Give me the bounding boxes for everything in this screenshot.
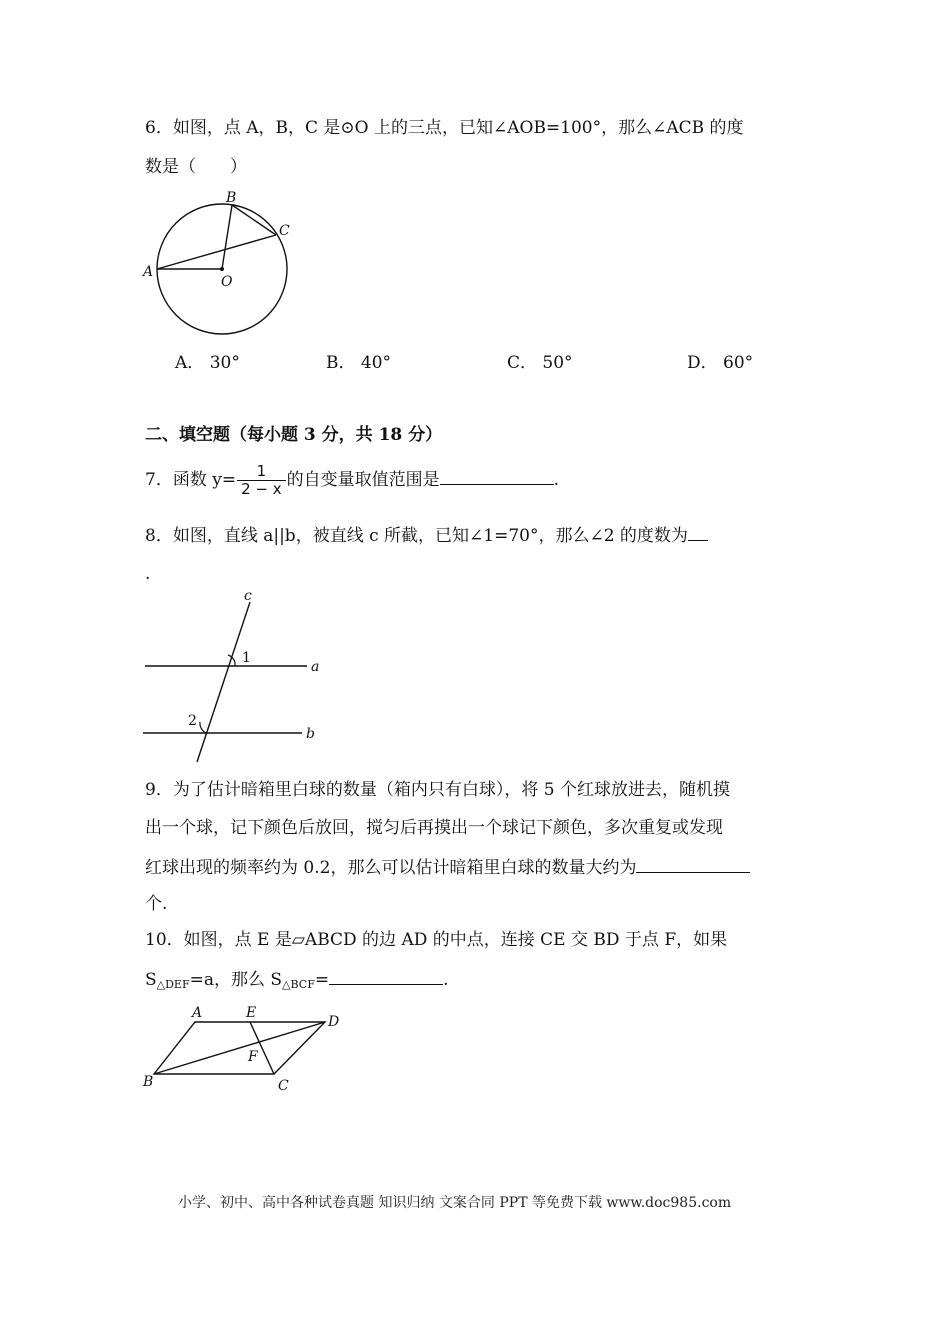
label-d: D bbox=[328, 1014, 340, 1030]
label-e: E bbox=[246, 1005, 257, 1021]
q6-option-a[interactable] bbox=[175, 351, 240, 375]
q7-end: . bbox=[553, 470, 560, 490]
q9-answer-blank[interactable] bbox=[636, 854, 750, 873]
option-value: 50° bbox=[542, 353, 573, 373]
q10-line2 bbox=[145, 966, 449, 997]
footer-text: 小学、初中、高中各种试卷真题 知识归纳 文案合同 PPT 等免费下载 www.doc985.com bbox=[178, 1195, 732, 1211]
label-a: A bbox=[192, 1005, 203, 1021]
q6-line2: 数是（ ） bbox=[145, 157, 247, 177]
label-f: F bbox=[248, 1049, 258, 1065]
triangle-bcf-subscript: △BCF bbox=[282, 978, 315, 991]
option-letter: D． bbox=[687, 353, 718, 373]
segment-ob bbox=[222, 205, 232, 269]
q6-circle-figure bbox=[140, 188, 300, 340]
q6-line1: 6．如图，点 A，B，C 是⊙O 上的三点，已知∠AOB=100°，那么∠ACB 的度 bbox=[145, 118, 744, 138]
option-value: 40° bbox=[360, 353, 392, 373]
segment-bc bbox=[232, 205, 276, 235]
label-c: C bbox=[278, 1078, 289, 1094]
center-point-o bbox=[220, 267, 224, 271]
q7 bbox=[145, 460, 559, 500]
q10-parallelogram-figure bbox=[140, 1000, 350, 1100]
q9-text: 红球出现的频率约为 0.2，那么可以估计暗箱里白球的数量大约为 bbox=[145, 858, 637, 878]
q10-line1: 10．如图，点 E 是▱ABCD 的边 AD 的中点，连接 CE 交 BD 于点 F，如果 bbox=[145, 930, 728, 950]
line-c bbox=[197, 602, 250, 762]
label-b: B bbox=[226, 190, 237, 206]
q10-end: . bbox=[443, 970, 449, 990]
q10-answer-blank[interactable] bbox=[329, 966, 443, 985]
q7-suffix: 的自变量取值范围是 bbox=[286, 470, 440, 490]
q8-answer-blank[interactable] bbox=[688, 522, 708, 541]
q8-line2: . bbox=[145, 564, 151, 584]
q8-line1 bbox=[145, 522, 708, 548]
option-letter: B． bbox=[326, 353, 356, 373]
angle-2-arc bbox=[200, 722, 206, 733]
label-angle-1: 1 bbox=[242, 650, 251, 666]
q7-prefix: 7．函数 y= bbox=[145, 470, 237, 490]
q6-option-c[interactable] bbox=[507, 351, 573, 375]
label-a: a bbox=[311, 659, 320, 675]
q7-answer-blank[interactable] bbox=[440, 466, 554, 485]
label-a: A bbox=[143, 264, 154, 280]
label-c: c bbox=[244, 590, 252, 604]
option-letter: A． bbox=[175, 353, 205, 373]
label-c: C bbox=[279, 223, 290, 239]
fraction-denominator: 2 − x bbox=[241, 480, 282, 498]
q10-mid-text: =a，那么 S bbox=[189, 970, 283, 990]
option-value: 60° bbox=[723, 353, 754, 373]
label-angle-2: 2 bbox=[188, 713, 197, 729]
q6-option-d[interactable] bbox=[687, 351, 753, 375]
fraction-numerator: 1 bbox=[237, 463, 286, 481]
triangle-def-subscript: △DEF bbox=[156, 978, 190, 991]
area-s-label: S bbox=[145, 970, 157, 990]
q8-parallel-lines-figure bbox=[140, 590, 330, 768]
label-b: B bbox=[143, 1074, 154, 1090]
q9-line1: 9．为了估计暗箱里白球的数量（箱内只有白球），将 5 个红球放进去，随机摸 bbox=[145, 780, 730, 800]
q10-equals: = bbox=[314, 970, 330, 990]
q8-text: 8．如图，直线 a||b，被直线 c 所截，已知∠1=70°，那么∠2 的度数为 bbox=[145, 526, 688, 546]
q9-line2: 出一个球，记下颜色后放回，搅匀后再摸出一个球记下颜色，多次重复或发现 bbox=[145, 818, 723, 838]
segment-ac bbox=[157, 235, 276, 269]
section-heading: 二、填空题（每小题 3 分，共 18 分） bbox=[145, 425, 443, 445]
q9-line3 bbox=[145, 854, 750, 880]
q9-line4: 个. bbox=[145, 894, 168, 914]
label-b: b bbox=[306, 726, 315, 742]
segment-ce bbox=[250, 1022, 274, 1074]
option-value: 30° bbox=[209, 353, 240, 373]
option-letter: C． bbox=[507, 353, 538, 373]
q7-fraction bbox=[237, 463, 286, 498]
q6-option-b[interactable] bbox=[326, 351, 391, 375]
label-o: O bbox=[221, 274, 233, 290]
